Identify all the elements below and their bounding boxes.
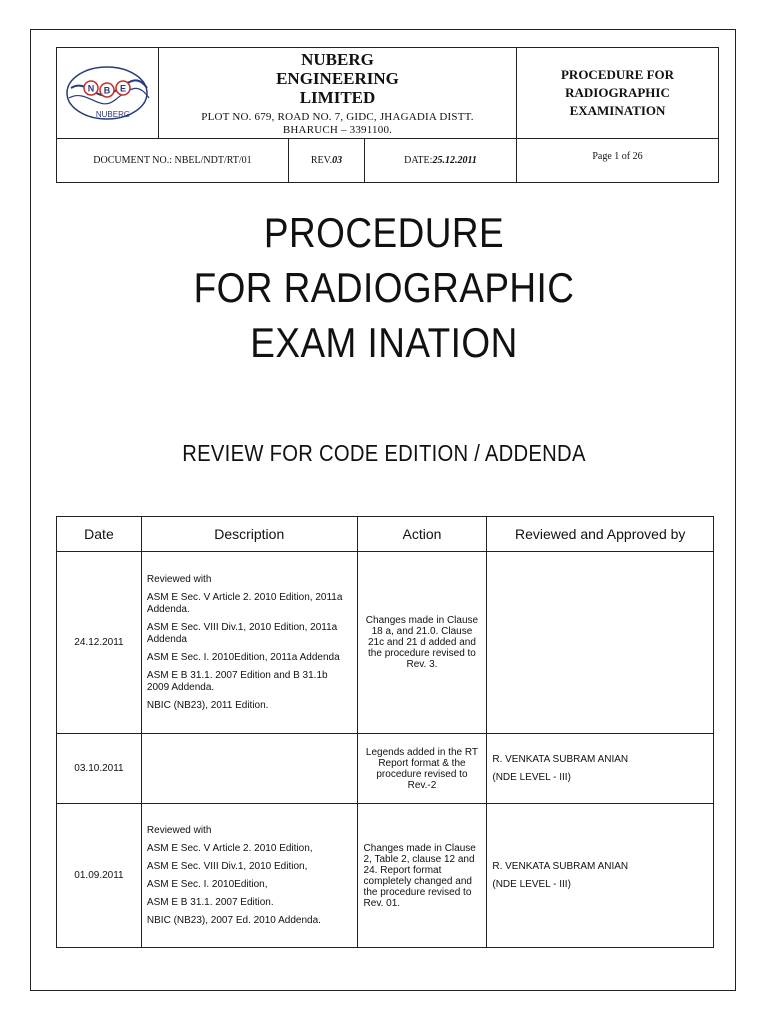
row-reviewer xyxy=(487,552,714,734)
row-description xyxy=(141,734,357,804)
procedure-title: PROCEDURE FOR RADIOGRAPHIC EXAMINATION xyxy=(560,67,675,118)
review-subtitle: REVIEW FOR CODE EDITION / ADDENDA xyxy=(182,440,586,466)
description-line: Reviewed with xyxy=(146,824,212,836)
doc-number-cell xyxy=(57,139,289,182)
description-line: NBIC (NB23), 2007 Ed. 2010 Addenda. xyxy=(146,914,321,926)
logo-letter: E xyxy=(119,83,127,94)
description-line: ASM E B 31.1. 2007 Edition and B 31.1b 2009 Addenda. xyxy=(146,669,328,693)
row-reviewer xyxy=(487,734,714,804)
description-line: ASM E Sec. VIII Div.1, 2010 Edition, xyxy=(146,860,308,872)
row-action: Changes made in Clause 2, Table 2, clause 12 and 24. Report format completely changed and the procedure revised to Rev. 01. xyxy=(357,804,487,948)
description-line: ASM E Sec. VIII Div.1, 2010 Edition, 2011a Addenda xyxy=(146,621,338,645)
page-number: Page 1 of 26 xyxy=(592,151,643,162)
description-line: ASM E B 31.1. 2007 Edition. xyxy=(146,896,274,908)
revision-value: 03 xyxy=(332,155,343,166)
description-line: ASM E Sec. V Article 2. 2010 Edition, xyxy=(146,842,313,854)
date-value: 25.12.2011 xyxy=(432,155,477,166)
row-action: Legends added in the RT Report format & the procedure revised to Rev.-2 xyxy=(357,734,487,804)
date-cell xyxy=(365,139,517,182)
reviewer-name: R. VENKATA SUBRAM ANIAN xyxy=(492,753,629,765)
column-header-date: Date xyxy=(57,517,142,552)
row-date: 24.12.2011 xyxy=(57,552,142,734)
row-date: 01.09.2011 xyxy=(57,804,142,948)
company-logo xyxy=(57,48,159,139)
title-line: PROCEDURE xyxy=(263,209,505,256)
reviewer-level: (NDE LEVEL - III) xyxy=(492,771,571,783)
row-action: Changes made in Clause 18 a, and 21.0. Clause 21c and 21 d added and the procedure revised to Rev. 3. xyxy=(357,552,487,734)
revision-label: REV. xyxy=(310,155,333,166)
table-row xyxy=(57,734,714,804)
logo-text: NUBERG xyxy=(95,110,131,119)
column-header-action: Action xyxy=(357,517,487,552)
description-line: ASM E Sec. I. 2010Edition, 2011a Addenda xyxy=(146,651,340,663)
company-address-line1: PLOT NO. 679, ROAD NO. 7, GIDC, JHAGADIA DISTT. xyxy=(201,111,474,123)
description-line: Reviewed with xyxy=(146,573,212,585)
description-line: NBIC (NB23), 2011 Edition. xyxy=(146,699,269,711)
company-cell xyxy=(159,48,517,139)
table-row xyxy=(57,552,714,734)
logo-cell xyxy=(57,48,159,139)
date-label: DATE: xyxy=(404,155,433,166)
column-header-description: Description xyxy=(141,517,357,552)
description-line: ASM E Sec. I. 2010Edition, xyxy=(146,878,268,890)
revision-cell xyxy=(289,139,365,182)
row-date: 03.10.2011 xyxy=(57,734,142,804)
logo-letter: B xyxy=(103,85,111,96)
row-description xyxy=(141,804,357,948)
logo-letter: N xyxy=(87,83,95,94)
doc-number: DOCUMENT NO.: NBEL/NDT/RT/01 xyxy=(93,155,252,166)
document-title xyxy=(46,206,722,371)
review-table xyxy=(56,516,714,948)
page-number-cell xyxy=(517,139,718,182)
column-header-reviewer: Reviewed and Approved by xyxy=(487,517,714,552)
table-header-row xyxy=(57,517,714,552)
company-address-line2: BHARUCH – 3391100. xyxy=(282,124,393,136)
company-name: NUBERG ENGINEERING LIMITED xyxy=(276,50,399,107)
row-description xyxy=(141,552,357,734)
title-line: EXAM INATION xyxy=(250,319,518,366)
description-line: ASM E Sec. V Article 2. 2010 Edition, 2011a Addenda. xyxy=(146,591,343,615)
title-line: FOR RADIOGRAPHIC xyxy=(193,264,575,311)
document-header xyxy=(56,47,719,183)
reviewer-name: R. VENKATA SUBRAM ANIAN xyxy=(492,860,629,872)
row-reviewer xyxy=(487,804,714,948)
reviewer-level: (NDE LEVEL - III) xyxy=(492,878,571,890)
procedure-title-cell xyxy=(517,48,718,139)
table-row xyxy=(57,804,714,948)
